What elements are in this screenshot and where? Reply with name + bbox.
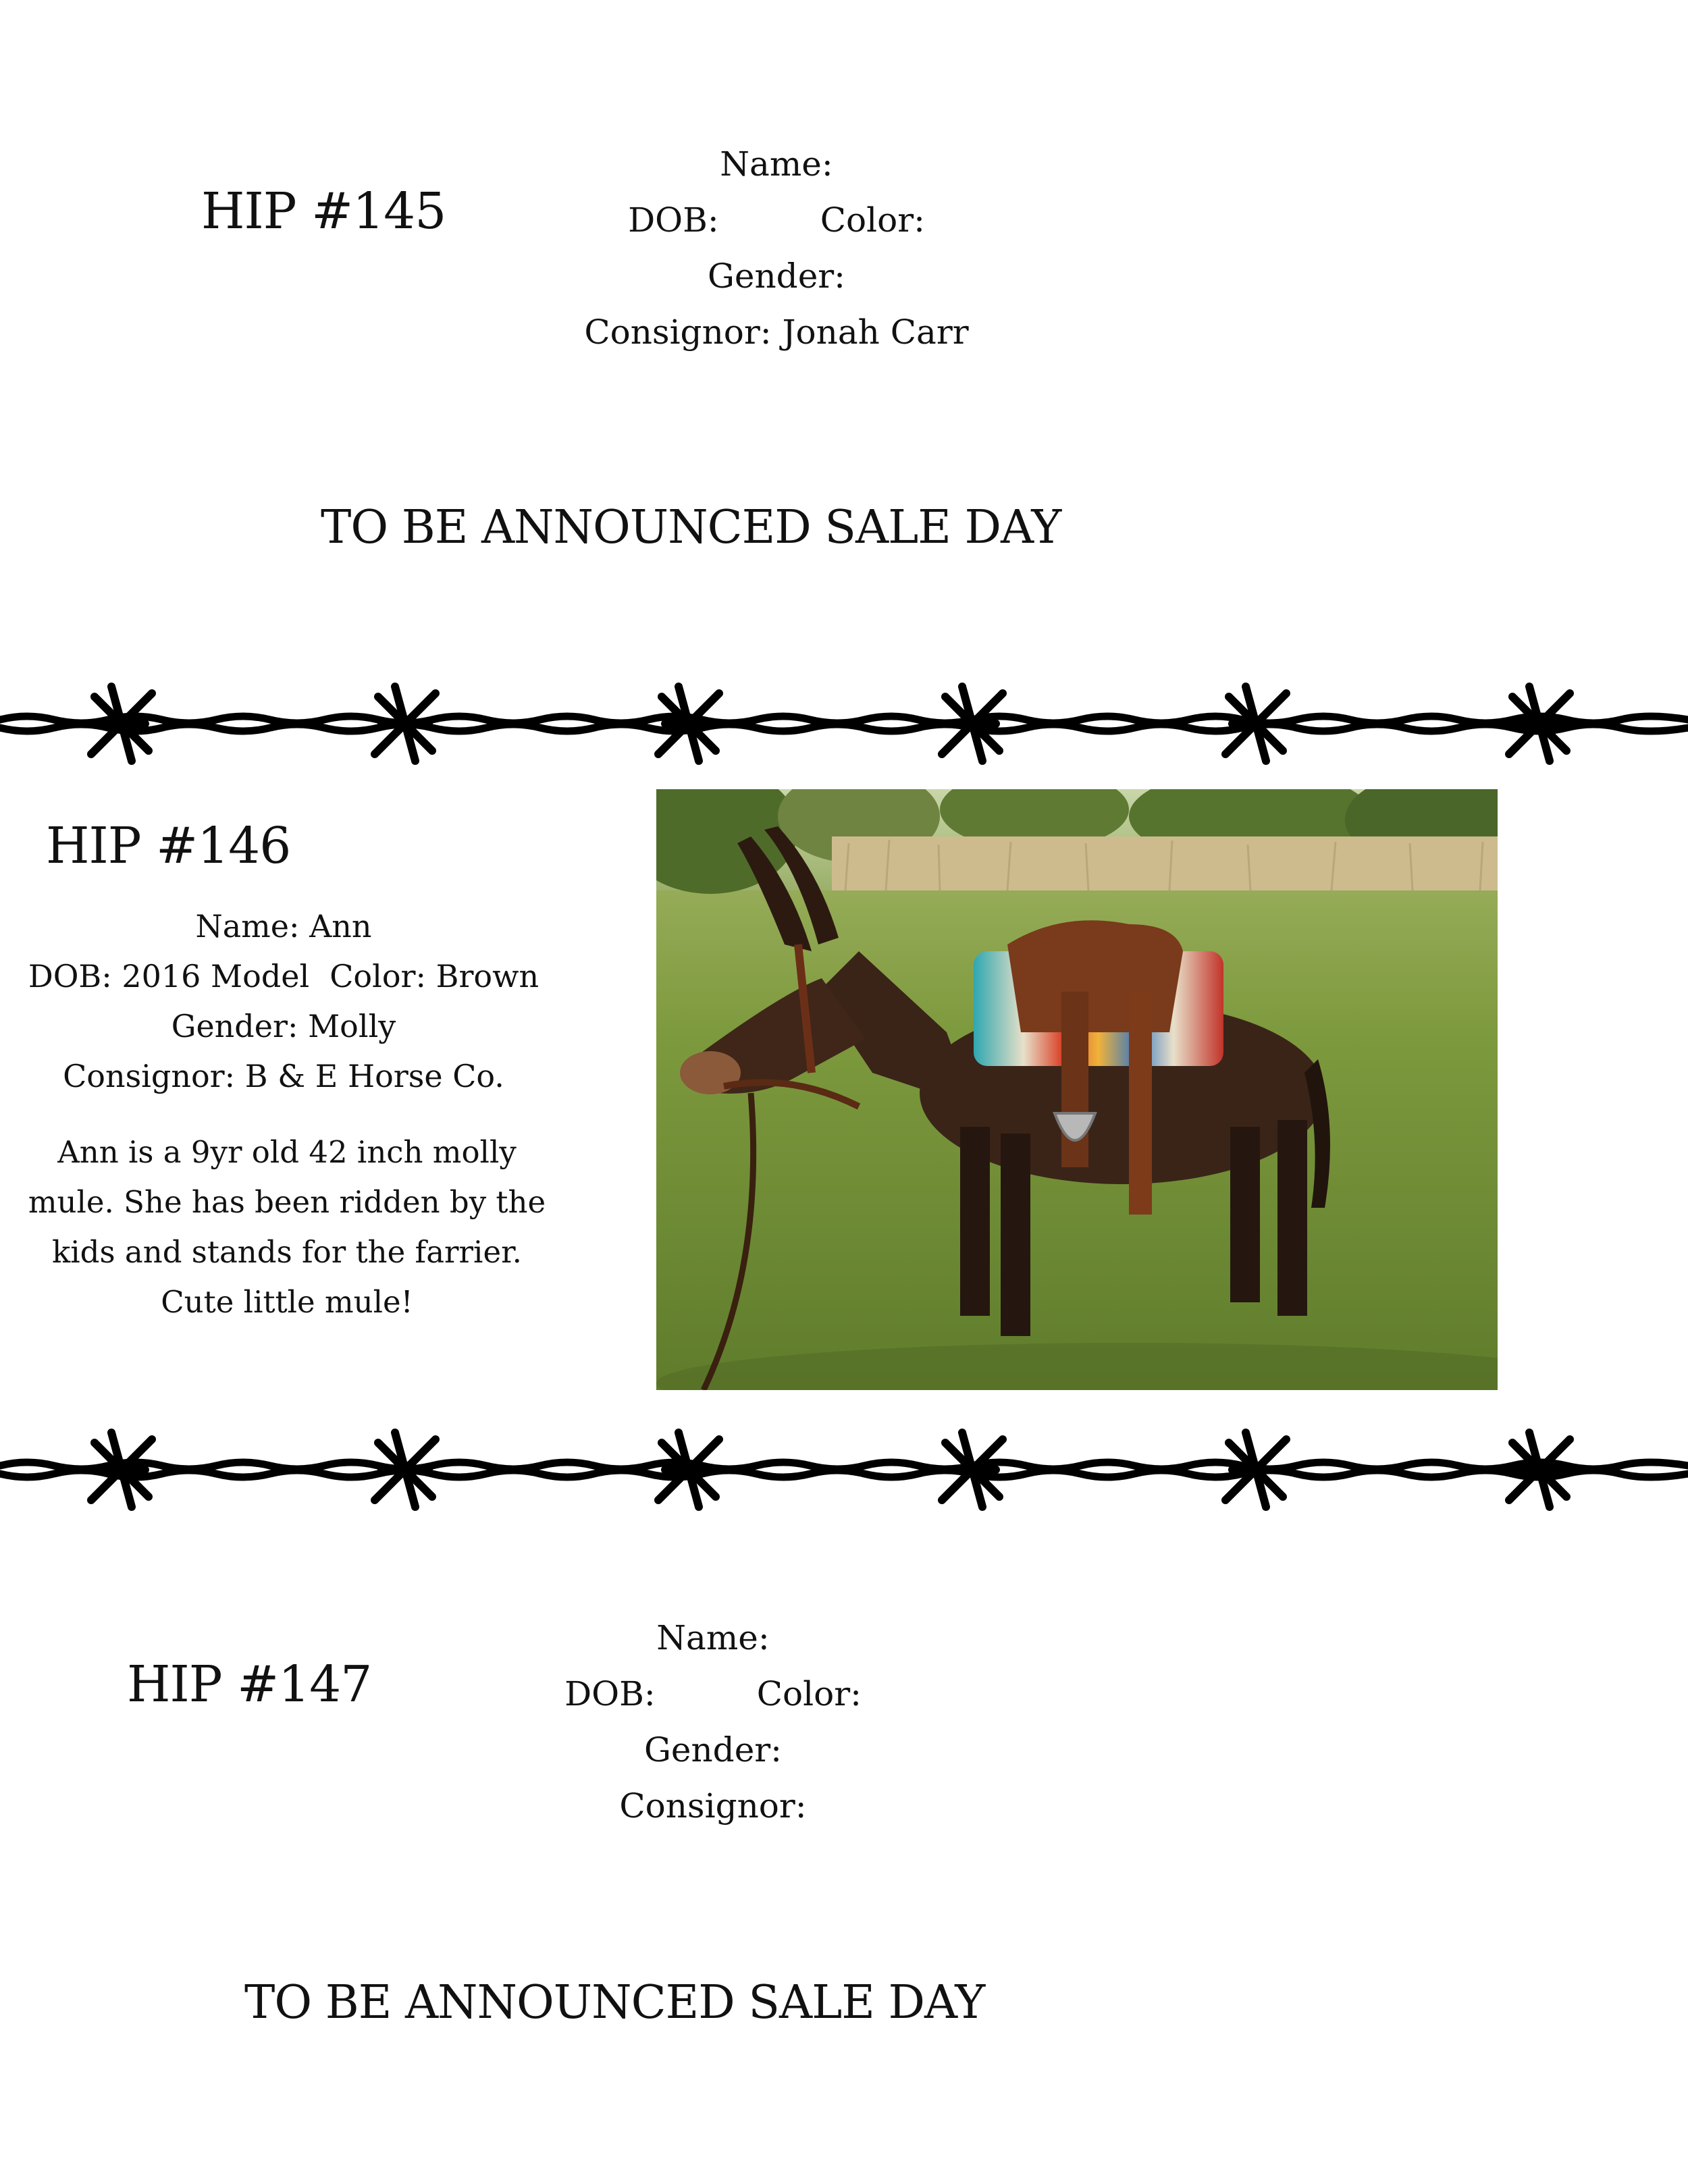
barb-icon <box>375 687 436 761</box>
hip-146-description: Ann is a 9yr old 42 inch molly mule. She has been ridden by the kids and stands for the farrier. Cute little mule! <box>28 1134 546 1320</box>
name-label: Name: <box>720 144 833 184</box>
hip-145-details <box>506 136 1047 361</box>
name-label: Name: <box>656 1618 770 1657</box>
barb-icon <box>1509 687 1570 761</box>
barb-icon <box>658 687 719 761</box>
dob-label: DOB: <box>628 201 719 240</box>
hip-146-details <box>14 901 554 1101</box>
barb-icon <box>91 687 152 761</box>
hip-147-details <box>443 1610 983 1834</box>
hip-147-title: HIP #147 <box>127 1655 372 1713</box>
barbed-wire-divider-top <box>0 681 1688 768</box>
barbed-wire-divider-bottom <box>0 1427 1688 1514</box>
hip-147-announcement: TO BE ANNOUNCED SALE DAY <box>244 1976 985 2029</box>
barb-icon <box>658 1433 719 1507</box>
gender-label: Gender: <box>707 257 846 296</box>
dob-color-row <box>506 192 1047 248</box>
consignor: Consignor: <box>619 1786 807 1826</box>
barb-icon <box>1225 687 1286 761</box>
barb-icon <box>91 1433 152 1507</box>
name-value: Name: Ann <box>195 908 372 944</box>
hip-145-announcement: TO BE ANNOUNCED SALE DAY <box>321 501 1061 554</box>
hip-146-title: HIP #146 <box>46 817 291 875</box>
barb-icon <box>375 1433 436 1507</box>
consignor: Consignor: B & E Horse Co. <box>63 1058 504 1094</box>
mule-photo <box>656 789 1498 1390</box>
color-label: Color: <box>820 201 925 240</box>
color-label: Color: <box>756 1674 862 1713</box>
barb-icon <box>1509 1433 1570 1507</box>
color-value: Color: Brown <box>329 958 539 994</box>
barb-icon <box>942 1433 1003 1507</box>
dob-value: DOB: 2016 Model <box>28 958 310 994</box>
barb-icon <box>942 687 1003 761</box>
dob-color-row <box>443 1666 983 1722</box>
gender-label: Gender: <box>643 1730 783 1769</box>
consignor: Consignor: Jonah Carr <box>584 313 969 352</box>
dob-color-row <box>14 951 554 1001</box>
hip-145-title: HIP #145 <box>201 182 446 240</box>
barb-icon <box>1225 1433 1286 1507</box>
dob-label: DOB: <box>564 1674 656 1713</box>
gender-value: Gender: Molly <box>171 1008 396 1044</box>
